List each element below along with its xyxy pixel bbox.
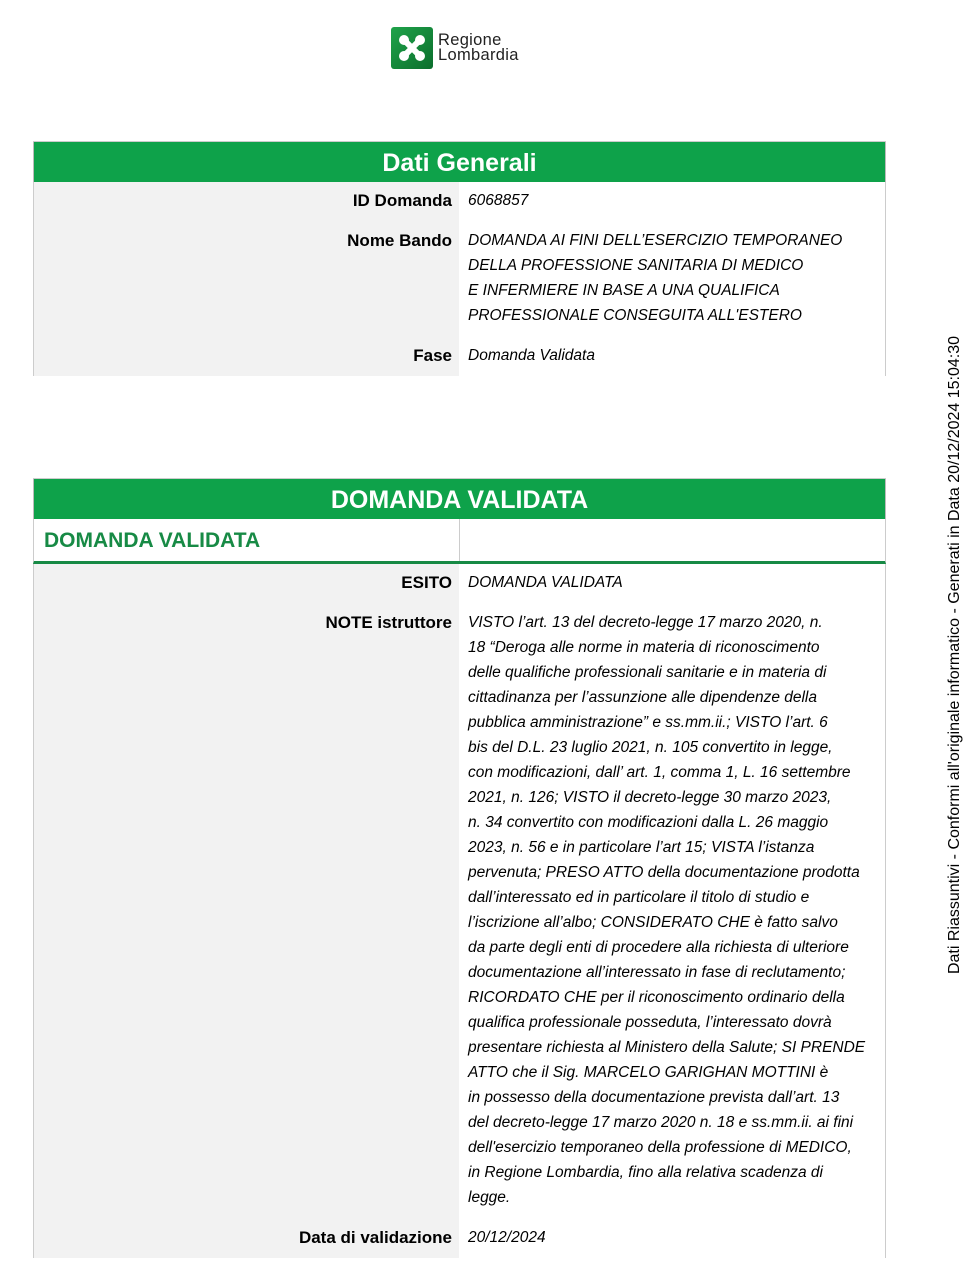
value-line: n. 34 convertito con modificazioni dalla L. 26 maggio bbox=[468, 814, 829, 831]
table-row bbox=[33, 1219, 886, 1258]
row-value bbox=[459, 337, 886, 376]
value-line: dall’interessato ed in particolare il titolo di studio e bbox=[468, 889, 810, 906]
value-line: in Regione Lombardia, fino alla relativa scadenza di bbox=[468, 1164, 823, 1181]
dati-generali-table bbox=[33, 141, 886, 376]
value-line: documentazione all’interessato in fase di reclutamento; bbox=[468, 964, 846, 981]
value-line: delle qualifiche professionali sanitarie e in materia di bbox=[468, 664, 827, 681]
table-row bbox=[33, 604, 886, 1219]
value-line: 2023, n. 56 e in particolare l’art 15; VISTA l’istanza bbox=[468, 839, 815, 856]
logo-line1: Regione bbox=[438, 31, 502, 49]
row-value bbox=[459, 1219, 886, 1258]
logo-line2: Lombardia bbox=[438, 46, 519, 64]
conformity-side-note: Dati Riassuntivi - Conformi all'originale informatico - Generati in Data 20/12/2024 15:04:30 bbox=[946, 335, 963, 975]
table-row bbox=[33, 222, 886, 337]
value-line: RICORDATO CHE per il riconoscimento ordinario della bbox=[468, 989, 845, 1006]
value-line: cittadinanza per l’assunzione alle dipendenze della bbox=[468, 689, 817, 706]
row-value bbox=[459, 564, 886, 604]
value-line: pervenuta; PRESO ATTO della documentazione prodotta bbox=[468, 864, 860, 881]
value-line: PROFESSIONALE CONSEGUITA ALL'ESTERO bbox=[468, 307, 802, 324]
value-line: in possesso della documentazione prevista dall’art. 13 bbox=[468, 1089, 840, 1106]
value-line: ATTO che il Sig. MARCELO GARIGHAN MOTTINI è bbox=[468, 1064, 829, 1081]
row-label: Fase bbox=[33, 337, 459, 376]
value-line: dell'esercizio temporaneo della professione di MEDICO, bbox=[468, 1139, 852, 1156]
regione-lombardia-logo bbox=[391, 27, 519, 69]
value-line: 18 “Deroga alle norme in materia di riconoscimento bbox=[468, 639, 820, 656]
value-line: 2021, n. 126; VISTO il decreto-legge 30 marzo 2023, bbox=[468, 789, 832, 806]
value-line: 6068857 bbox=[468, 192, 529, 209]
value-line: del decreto-legge 17 marzo 2020 n. 18 e ss.mm.ii. ai fini bbox=[468, 1114, 854, 1131]
value-line: da parte degli enti di procedere alla richiesta di ulteriore bbox=[468, 939, 849, 956]
row-label: NOTE istruttore bbox=[33, 604, 459, 1219]
logo-cross-icon bbox=[391, 27, 433, 69]
value-line: con modificazioni, dall’ art. 1, comma 1, L. 16 settembre bbox=[468, 764, 851, 781]
row-value bbox=[459, 222, 886, 337]
value-line: Domanda Validata bbox=[468, 347, 595, 364]
table-row bbox=[33, 337, 886, 376]
value-line: legge. bbox=[468, 1189, 511, 1206]
row-value bbox=[459, 604, 886, 1219]
table-row bbox=[33, 564, 886, 604]
value-line: qualifica professionale posseduta, l’interessato dovrà bbox=[468, 1014, 832, 1031]
dati-generali-title: Dati Generali bbox=[33, 142, 886, 182]
row-label: Nome Bando bbox=[33, 222, 459, 337]
value-line: pubblica amministrazione” e ss.mm.ii.; VISTO l’art. 6 bbox=[468, 714, 828, 731]
row-label: ESITO bbox=[33, 564, 459, 604]
value-line: VISTO l’art. 13 del decreto-legge 17 marzo 2020, n. bbox=[468, 614, 823, 631]
value-line: DOMANDA VALIDATA bbox=[468, 574, 623, 591]
row-label: Data di validazione bbox=[33, 1219, 459, 1258]
domanda-validata-title: DOMANDA VALIDATA bbox=[33, 479, 886, 519]
table-row bbox=[33, 182, 886, 222]
value-line: l’iscrizione all’albo; CONSIDERATO CHE è fatto salvo bbox=[468, 914, 838, 931]
domanda-validata-subtitle: DOMANDA VALIDATA bbox=[33, 519, 886, 564]
value-line: E INFERMIERE IN BASE A UNA QUALIFICA bbox=[468, 282, 780, 299]
value-line: bis del D.L. 23 luglio 2021, n. 105 convertito in legge, bbox=[468, 739, 833, 756]
value-line: DOMANDA AI FINI DELL’ESERCIZIO TEMPORANEO bbox=[468, 232, 843, 249]
value-line: presentare richiesta al Ministero della Salute; SI PRENDE bbox=[468, 1039, 866, 1056]
domanda-validata-table bbox=[33, 478, 886, 1258]
value-line: DELLA PROFESSIONE SANITARIA DI MEDICO bbox=[468, 257, 804, 274]
value-line: 20/12/2024 bbox=[468, 1229, 546, 1246]
row-value bbox=[459, 182, 886, 222]
row-label: ID Domanda bbox=[33, 182, 459, 222]
